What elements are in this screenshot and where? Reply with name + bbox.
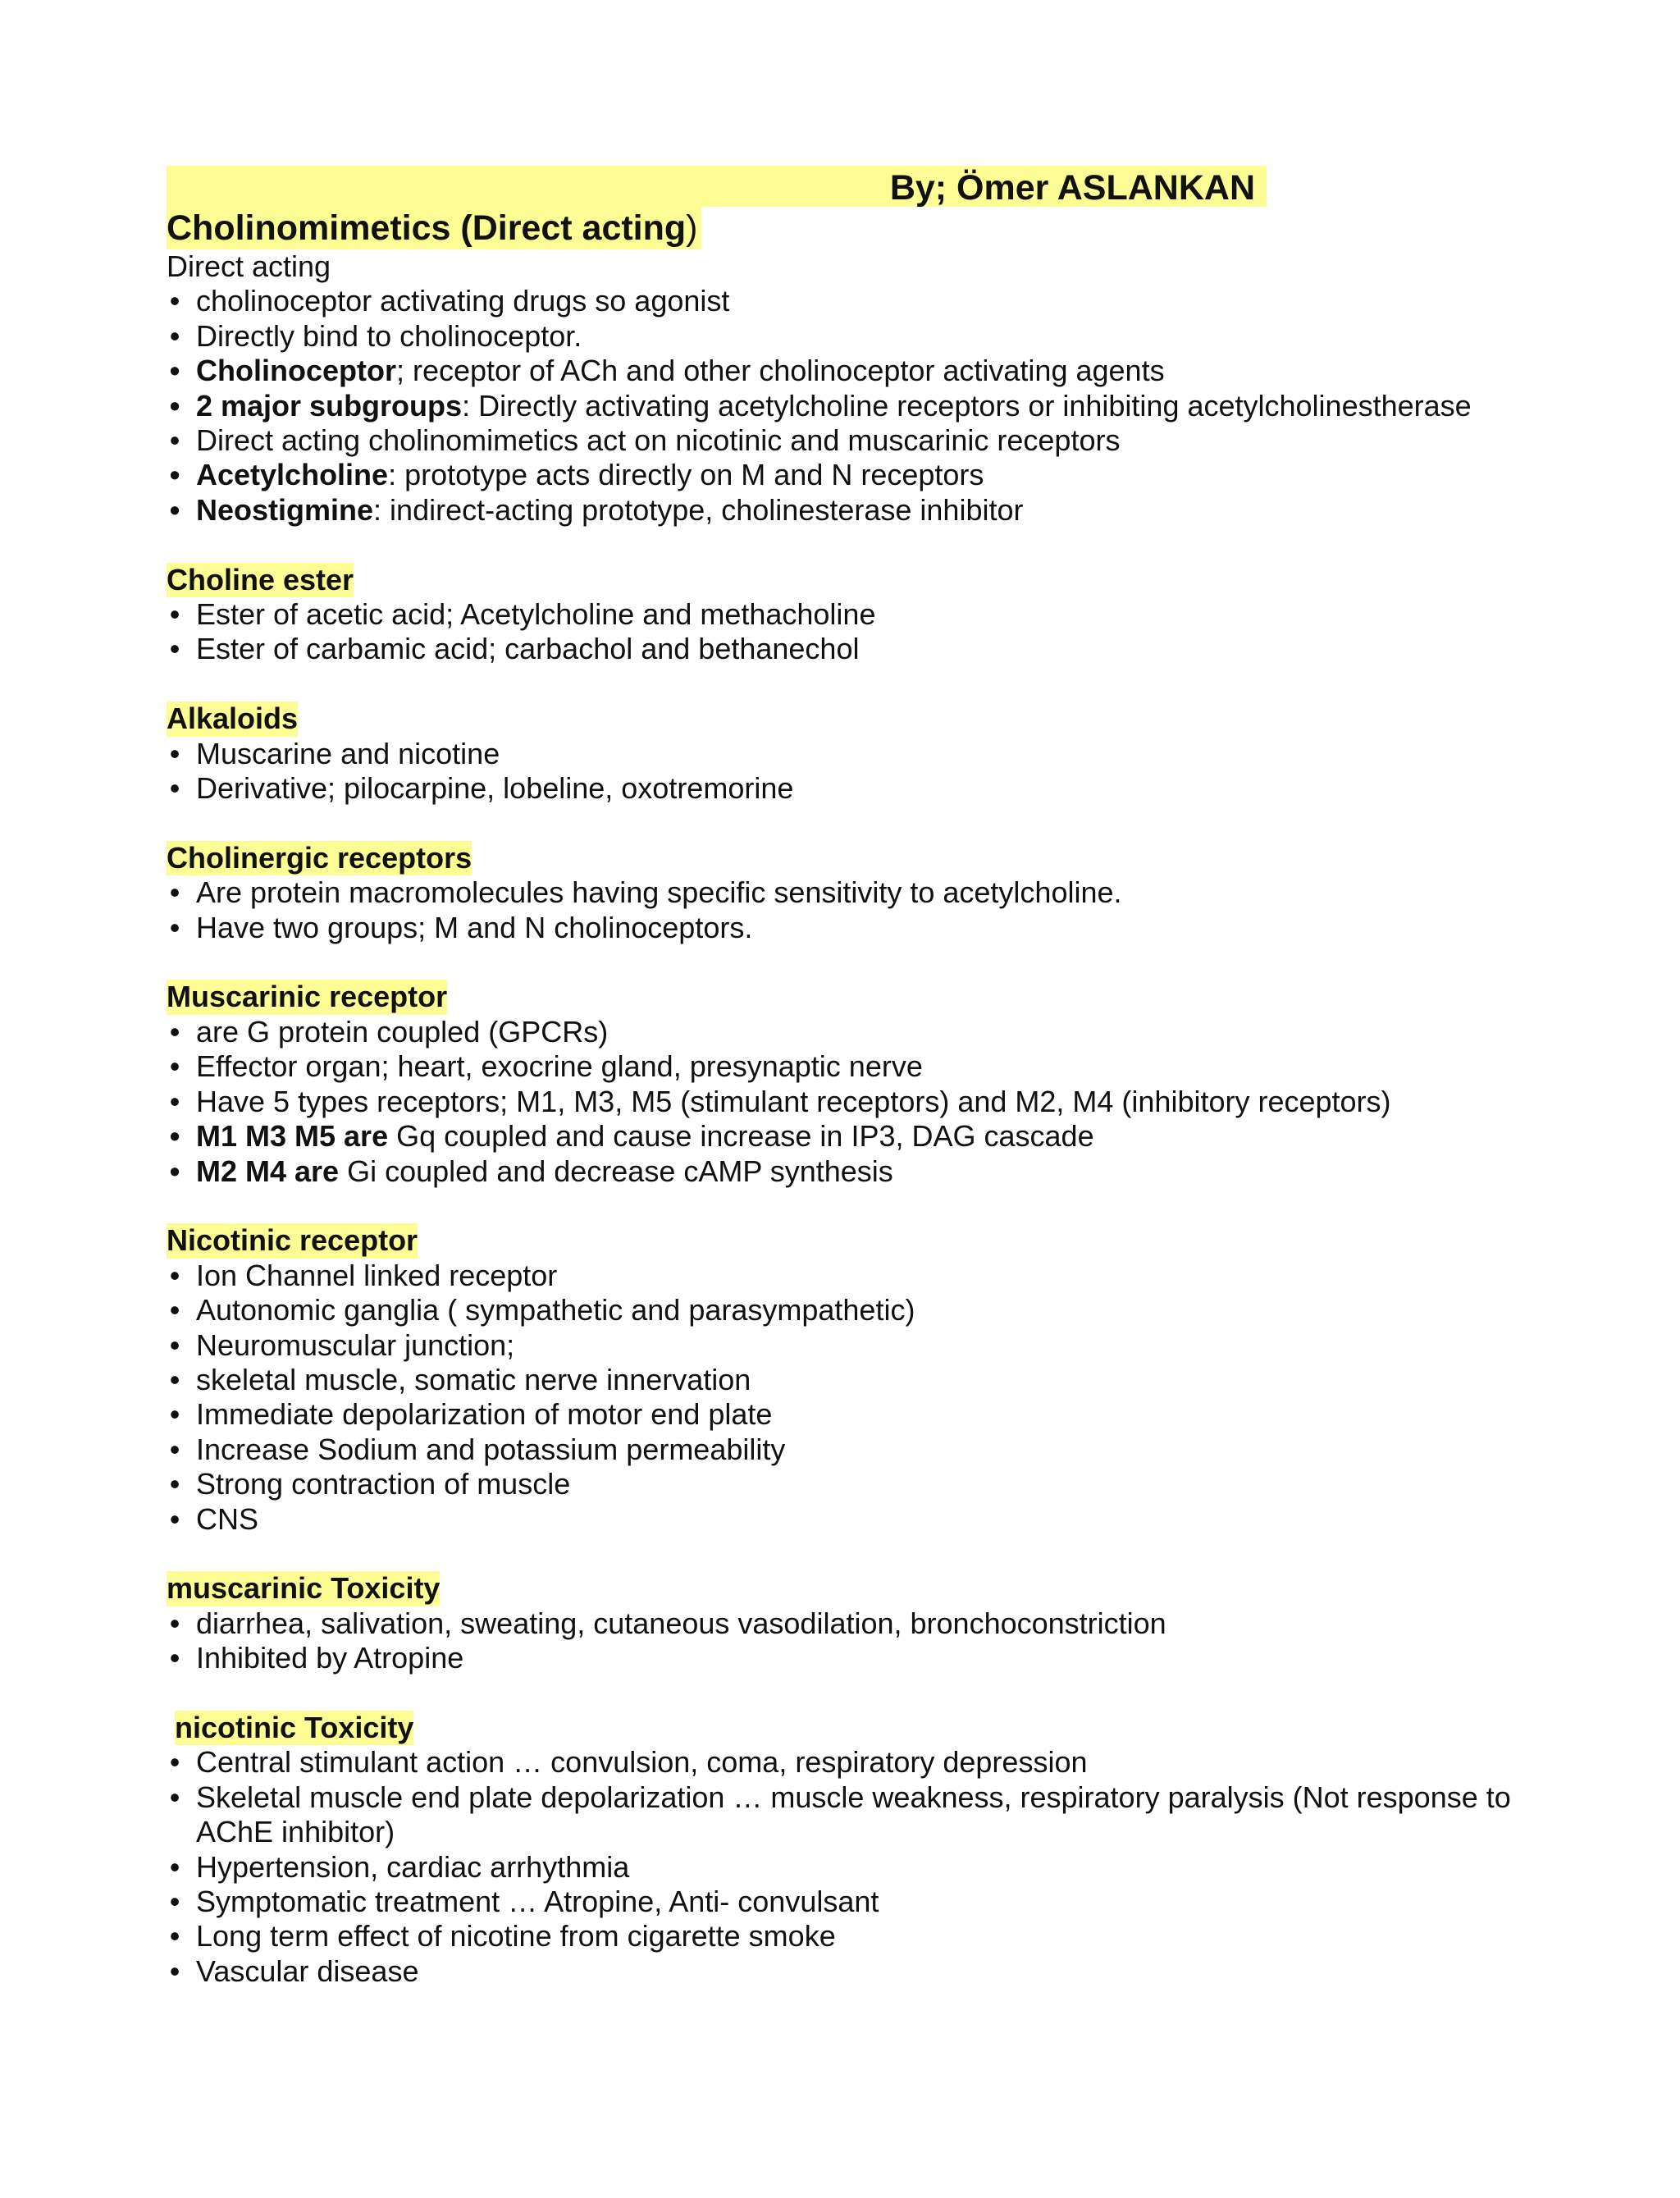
list-item <box>167 389 1561 423</box>
list-item <box>167 284 1561 318</box>
list-item-text: Have two groups; M and N cholinoceptors. <box>196 910 753 944</box>
list-item-text: Ester of acetic acid; Acetylcholine and methacholine <box>196 597 876 632</box>
section-heading: muscarinic Toxicity <box>167 1571 441 1606</box>
list-item <box>167 1397 1561 1432</box>
section <box>167 1571 1561 1675</box>
section-heading: Choline ester <box>167 562 354 596</box>
bullet-icon: • <box>169 910 180 944</box>
list-item-text: skeletal muscle, somatic nerve innervation <box>196 1362 751 1396</box>
list-item-text: Autonomic ganglia ( sympathetic and parasympathetic) <box>196 1293 915 1327</box>
list-item-text: : indirect-acting prototype, cholinesterase inhibitor <box>373 492 1024 527</box>
list-item <box>167 1085 1561 1119</box>
list-item <box>167 1119 1561 1154</box>
list-item <box>167 1154 1561 1189</box>
list-item-text: are G protein coupled (GPCRs) <box>196 1014 609 1049</box>
intro-list <box>167 284 1561 528</box>
bullet-icon: • <box>169 1954 180 1988</box>
list-item <box>167 1049 1561 1084</box>
list-item <box>167 1954 1561 1989</box>
bullet-icon: • <box>169 318 180 353</box>
list-item-text: Ion Channel linked receptor <box>196 1258 558 1292</box>
list-item-text: Central stimulant action … convulsion, coma, respiratory depression <box>196 1745 1088 1780</box>
bullet-icon: • <box>169 1745 180 1780</box>
bullet-icon: • <box>169 1397 180 1432</box>
section <box>167 563 1561 667</box>
bullet-icon: • <box>169 1084 180 1118</box>
bullet-icon: • <box>169 1293 180 1327</box>
document-title <box>167 207 701 249</box>
list-item-text: Increase Sodium and potassium permeability <box>196 1432 786 1466</box>
section <box>167 1223 1561 1537</box>
list-item <box>167 1293 1561 1327</box>
list-item <box>167 1745 1561 1780</box>
list-item-text: Long term effect of nicotine from cigarette smoke <box>196 1919 836 1954</box>
list-item <box>167 354 1561 388</box>
list-item <box>167 632 1561 666</box>
list-item-text: cholinoceptor activating drugs so agonist <box>196 284 730 318</box>
sections-container <box>167 563 1561 1990</box>
list-item-text: Hypertension, cardiac arrhythmia <box>196 1849 630 1884</box>
list-item-text: diarrhea, salivation, sweating, cutaneous vasodilation, bronchoconstriction <box>196 1606 1166 1640</box>
bullet-icon: • <box>169 1641 180 1675</box>
list-item-text: Strong contraction of muscle <box>196 1467 571 1501</box>
list-item-text: Effector organ; heart, exocrine gland, presynaptic nerve <box>196 1049 923 1084</box>
author-name: By; Ömer ASLANKAN <box>889 168 1255 208</box>
bullet-icon: • <box>169 1849 180 1884</box>
section-list <box>167 737 1561 807</box>
section <box>167 1711 1561 1989</box>
list-item-bold: 2 major subgroups <box>196 388 463 423</box>
list-item <box>167 1780 1533 1850</box>
list-item <box>167 1259 1561 1293</box>
section <box>167 701 1561 806</box>
section-heading: Cholinergic receptors <box>167 840 472 875</box>
list-item-bold: M1 M3 M5 are <box>196 1119 389 1154</box>
list-item <box>167 597 1561 632</box>
list-item <box>167 1850 1561 1885</box>
section <box>167 980 1561 1188</box>
list-item <box>167 771 1561 806</box>
list-item <box>167 1433 1561 1467</box>
bullet-icon: • <box>169 388 180 423</box>
author-banner <box>167 166 1267 207</box>
list-item-text: CNS <box>196 1501 259 1536</box>
list-item-text: : prototype acts directly on M and N receptors <box>388 458 984 492</box>
bullet-icon: • <box>169 1154 180 1188</box>
list-item-text: : Directly activating acetylcholine receptors or inhibiting acetylcholinestherase <box>462 388 1472 423</box>
section-list <box>167 597 1561 667</box>
list-item <box>167 1363 1561 1397</box>
bullet-icon: • <box>169 1327 180 1362</box>
bullet-icon: • <box>169 1919 180 1954</box>
list-item <box>167 1919 1561 1954</box>
list-item <box>167 1885 1561 1919</box>
list-item-text: ; receptor of ACh and other cholinoceptor activating agents <box>395 354 1165 388</box>
list-item-text: Directly bind to cholinoceptor. <box>196 318 582 353</box>
list-item <box>167 1641 1561 1675</box>
list-item-text: Vascular disease <box>196 1954 419 1988</box>
bullet-icon: • <box>169 1884 180 1918</box>
list-item-text: Inhibited by Atropine <box>196 1641 464 1675</box>
section-heading: Nicotinic receptor <box>167 1223 418 1258</box>
bullet-icon: • <box>169 597 180 632</box>
section-list <box>167 1015 1561 1189</box>
section-heading: nicotinic Toxicity <box>175 1710 414 1744</box>
bullet-icon: • <box>169 423 180 458</box>
bullet-icon: • <box>169 1362 180 1396</box>
list-item <box>167 911 1561 945</box>
bullet-icon: • <box>169 458 180 492</box>
list-item-text: Muscarine and nicotine <box>196 736 500 770</box>
bullet-icon: • <box>169 492 180 527</box>
bullet-icon: • <box>169 1432 180 1466</box>
bullet-icon: • <box>169 1501 180 1536</box>
section-list <box>167 1259 1561 1537</box>
list-item-bold: Cholinoceptor <box>196 354 396 388</box>
list-item-text: Immediate depolarization of motor end plate <box>196 1397 773 1432</box>
bullet-icon: • <box>169 875 180 910</box>
bullet-icon: • <box>169 1780 180 1814</box>
document-page <box>167 166 1561 1989</box>
list-item <box>167 1328 1561 1363</box>
bullet-icon: • <box>169 284 180 318</box>
list-item-text: Derivative; pilocarpine, lobeline, oxotremorine <box>196 771 794 806</box>
section-heading: Muscarinic receptor <box>167 980 448 1014</box>
bullet-icon: • <box>169 632 180 666</box>
list-item-text: Skeletal muscle end plate depolarization … muscle weakness, respiratory paralysis (Not response to AChE inhibitor) <box>196 1780 1511 1849</box>
section-list <box>167 1745 1561 1989</box>
list-item-bold: Acetylcholine <box>196 458 389 492</box>
list-item <box>167 1015 1561 1049</box>
list-item <box>167 458 1561 492</box>
list-item-bold: Neostigmine <box>196 492 374 527</box>
list-item-text: Gi coupled and decrease cAMP synthesis <box>339 1154 893 1188</box>
bullet-icon: • <box>169 1467 180 1501</box>
bullet-icon: • <box>169 1606 180 1640</box>
list-item-text: Symptomatic treatment … Atropine, Anti- convulsant <box>196 1884 879 1918</box>
list-item-bold: M2 M4 are <box>196 1154 340 1188</box>
section-list <box>167 875 1561 945</box>
list-item <box>167 319 1561 354</box>
list-item-text: Ester of carbamic acid; carbachol and bethanechol <box>196 632 860 666</box>
list-item-text: Have 5 types receptors; M1, M3, M5 (stimulant receptors) and M2, M4 (inhibitory receptors) <box>196 1084 1391 1118</box>
bullet-icon: • <box>169 1049 180 1084</box>
bullet-icon: • <box>169 354 180 388</box>
list-item-text: Direct acting cholinomimetics act on nicotinic and muscarinic receptors <box>196 423 1121 458</box>
list-item <box>167 875 1561 910</box>
section-list <box>167 1606 1561 1676</box>
list-item <box>167 737 1561 771</box>
document-title-paren: ) <box>686 208 698 248</box>
bullet-icon: • <box>169 1258 180 1292</box>
list-item-text: Neuromuscular junction; <box>196 1327 515 1362</box>
document-title-text: Cholinomimetics (Direct acting <box>167 208 687 248</box>
section-heading: Alkaloids <box>167 701 299 736</box>
document-subtitle: Direct acting <box>167 249 331 283</box>
list-item <box>167 1606 1561 1641</box>
list-item <box>167 423 1561 458</box>
bullet-icon: • <box>169 1119 180 1154</box>
section <box>167 841 1561 945</box>
bullet-icon: • <box>169 771 180 806</box>
list-item <box>167 1502 1561 1537</box>
list-item <box>167 493 1561 528</box>
list-item-text: Are protein macromolecules having specific sensitivity to acetylcholine. <box>196 875 1122 910</box>
bullet-icon: • <box>169 736 180 770</box>
bullet-icon: • <box>169 1014 180 1049</box>
list-item-text: Gq coupled and cause increase in IP3, DAG cascade <box>388 1119 1094 1154</box>
list-item <box>167 1467 1561 1501</box>
